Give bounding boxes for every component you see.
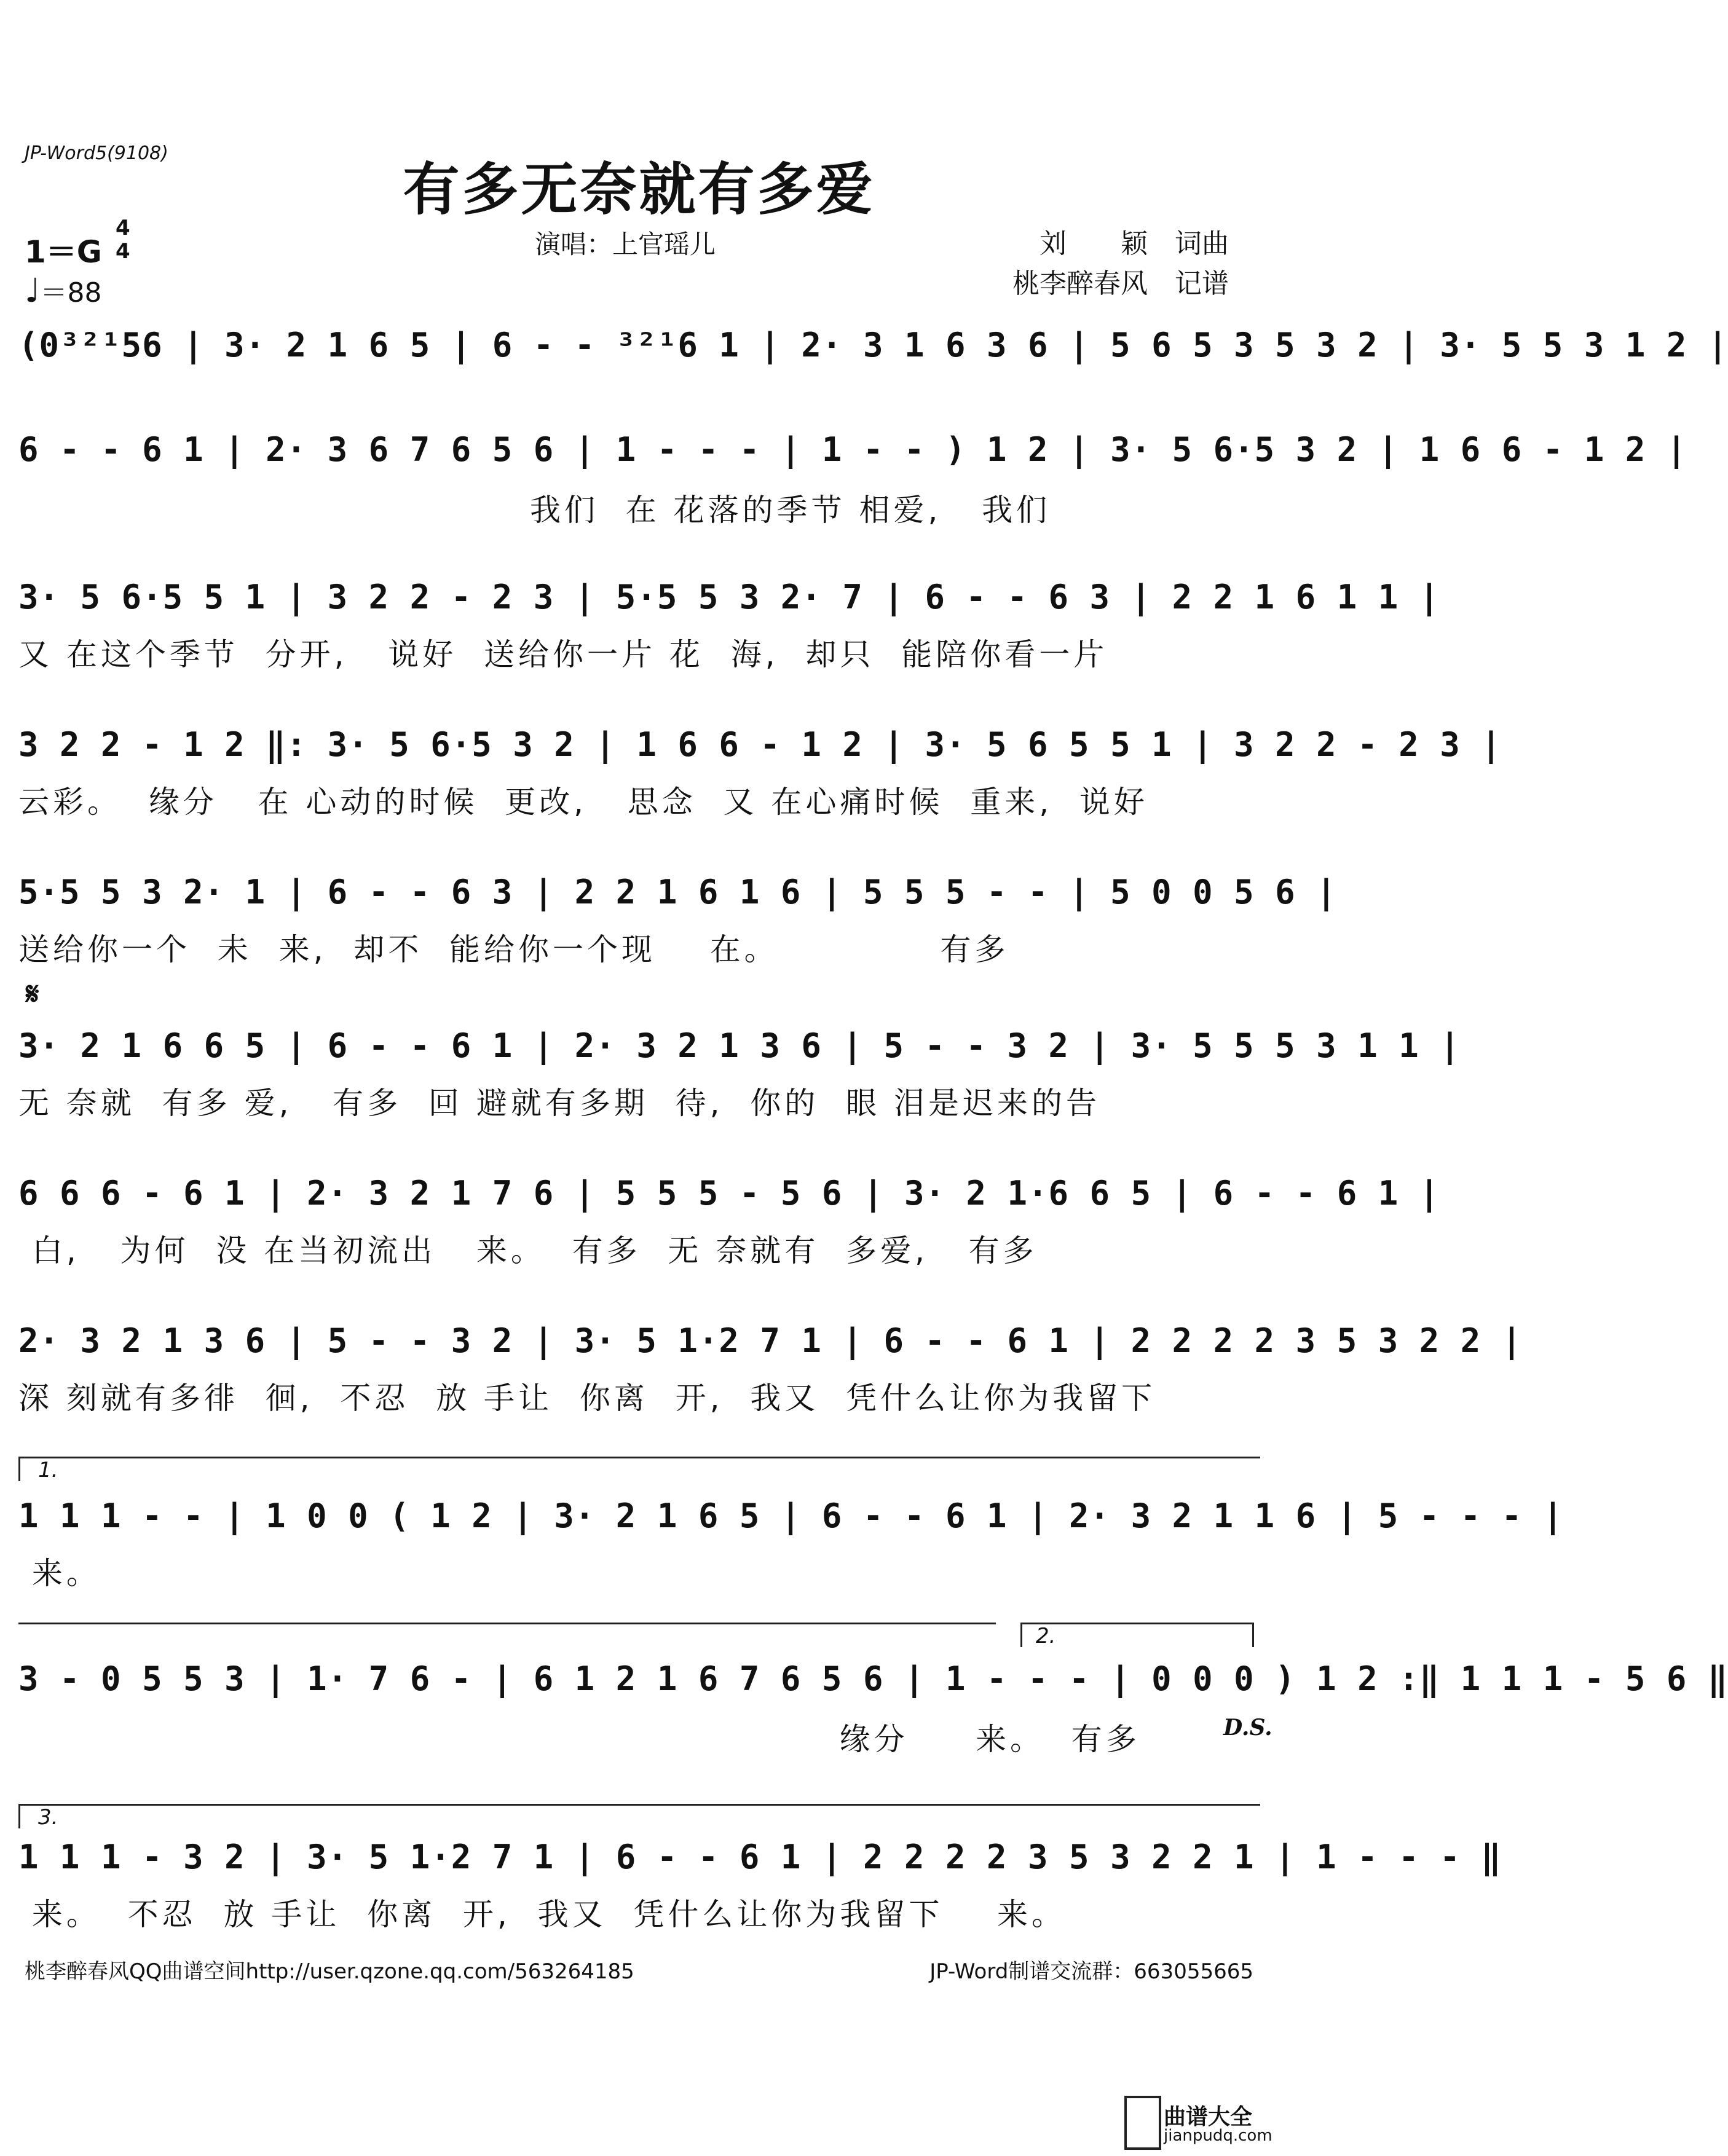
time-signature-bottom: 4 xyxy=(116,239,130,264)
lyrics-line: 我们 在 花落的季节 相爱, 我们 xyxy=(18,492,1051,528)
volta-label-3: 3. xyxy=(38,1805,58,1830)
notation-line: 3 2 2 - 1 2 ‖: 3· 5 6·5 3 2 | 1 6 6 - 1 2 | 3· 5 6 5 5 1 | 3 2 2 - 2 3 | xyxy=(18,725,1502,764)
lyrics-line: 云彩。 缘分 在 心动的时候 更改, 思念 又 在心痛时候 重来, 说好 xyxy=(18,784,1148,820)
site-logo xyxy=(1124,2096,1272,2151)
time-signature-top: 4 xyxy=(116,216,130,240)
notation-line: 3· 5 6·5 5 1 | 3 2 2 - 2 3 | 5·5 5 3 2· 7 | 6 - - 6 3 | 2 2 1 6 1 1 | xyxy=(18,578,1440,616)
lyrics-line: 送给你一个 未 来, 却不 能给你一个现 在。 有多 xyxy=(18,932,1009,967)
footer-group-info: JP-Word制谱交流群：663055665 xyxy=(929,1959,1253,1984)
lyrics-line: 深 刻就有多徘 徊, 不忍 放 手让 你离 开, 我又 凭什么让你为我留下 xyxy=(18,1380,1156,1416)
volta-bracket-1-continued xyxy=(18,1623,996,1624)
volta-bracket-3 xyxy=(18,1804,1260,1806)
logo-text-main: 曲谱大全 xyxy=(1164,2104,1253,2130)
singer-credit: 演唱：上官瑶儿 xyxy=(535,229,716,259)
volta-label-2: 2. xyxy=(1036,1624,1056,1648)
song-title: 有多无奈就有多爱 xyxy=(403,156,875,222)
notation-line: 3 - 0 5 5 3 | 1· 7 6 - | 6 1 2 1 6 7 6 5 6 | 1 - - - | 0 0 0 ) 1 2 :‖ 1 1 1 - 5 6 ‖ xyxy=(18,1659,1728,1698)
logo-mark-icon xyxy=(1124,2096,1161,2150)
notation-line: 1 1 1 - - | 1 0 0 ( 1 2 | 3· 2 1 6 5 | 6 - - 6 1 | 2· 3 2 1 1 6 | 5 - - - | xyxy=(18,1497,1564,1535)
tempo-marking xyxy=(25,270,101,310)
dal-segno-marking: D.S. xyxy=(1223,1715,1272,1741)
tempo-value: ＝88 xyxy=(40,277,102,309)
logo-text-url: jianpudq.com xyxy=(1164,2126,1272,2145)
volta-bracket-3-start xyxy=(18,1804,20,1828)
volta-bracket-1-start xyxy=(18,1457,20,1481)
notation-line: (0³²¹56 | 3· 2 1 6 5 | 6 - - ³²¹6 1 | 2· 3 1 6 3 6 | 5 6 5 3 5 3 2 | 3· 5 5 3 1 2 | xyxy=(18,326,1728,364)
lyrics-line: 来。 xyxy=(18,1556,101,1591)
notation-line: 6 - - 6 1 | 2· 3 6 7 6 5 6 | 1 - - - | 1 - - ) 1 2 | 3· 5 6·5 3 2 | 1 6 6 - 1 2 | xyxy=(18,430,1687,469)
notation-line: 5·5 5 3 2· 1 | 6 - - 6 3 | 2 2 1 6 1 6 | 5 5 5 - - | 5 0 0 5 6 | xyxy=(18,873,1337,911)
volta-bracket-1 xyxy=(18,1457,1260,1458)
lyrics-line: 来。 不忍 放 手让 你离 开, 我又 凭什么让你为我留下 来。 xyxy=(18,1897,1066,1932)
key-signature: 1＝G xyxy=(25,234,102,270)
time-signature xyxy=(116,216,130,263)
segno-icon: 𝄋 xyxy=(26,976,39,1012)
notation-line: 3· 2 1 6 6 5 | 6 - - 6 1 | 2· 3 2 1 3 6 | 5 - - 3 2 | 3· 5 5 5 3 1 1 | xyxy=(18,1026,1461,1065)
quarter-note-icon: ♩ xyxy=(25,271,41,310)
volta-label-1: 1. xyxy=(38,1458,58,1482)
lyrics-line: 白, 为何 没 在当初流出 来。 有多 无 奈就有 多爱, 有多 xyxy=(18,1233,1038,1269)
software-label: JP-Word5(9108) xyxy=(25,143,168,164)
transcriber-credit: 桃李醉春风 记谱 xyxy=(1012,268,1229,299)
footer-source-link: 桃李醉春风QQ曲谱空间http://user.qzone.qq.com/563264185 xyxy=(25,1959,634,1984)
volta-bracket-2-start xyxy=(1020,1623,1022,1647)
lyrics-line: 缘分 来。 有多 xyxy=(18,1721,1140,1757)
notation-line: 1 1 1 - 3 2 | 3· 5 1·2 7 1 | 6 - - 6 1 | 2 2 2 2 3 5 3 2 2 1 | 1 - - - ‖ xyxy=(18,1838,1502,1876)
notation-line: 6 6 6 - 6 1 | 2· 3 2 1 7 6 | 5 5 5 - 5 6 | 3· 2 1·6 6 5 | 6 - - 6 1 | xyxy=(18,1174,1440,1213)
lyricist-composer-credit: 刘 颖 词曲 xyxy=(1040,228,1229,259)
lyrics-line: 又 在这个季节 分开, 说好 送给你一片 花 海, 却只 能陪你看一片 xyxy=(18,637,1108,672)
notation-line: 2· 3 2 1 3 6 | 5 - - 3 2 | 3· 5 1·2 7 1 | 6 - - 6 1 | 2 2 2 2 3 5 3 2 2 | xyxy=(18,1321,1523,1360)
volta-bracket-2-end xyxy=(1252,1623,1254,1647)
lyrics-line: 无 奈就 有多 爱, 有多 回 避就有多期 待, 你的 眼 泪是迟来的告 xyxy=(18,1085,1100,1121)
